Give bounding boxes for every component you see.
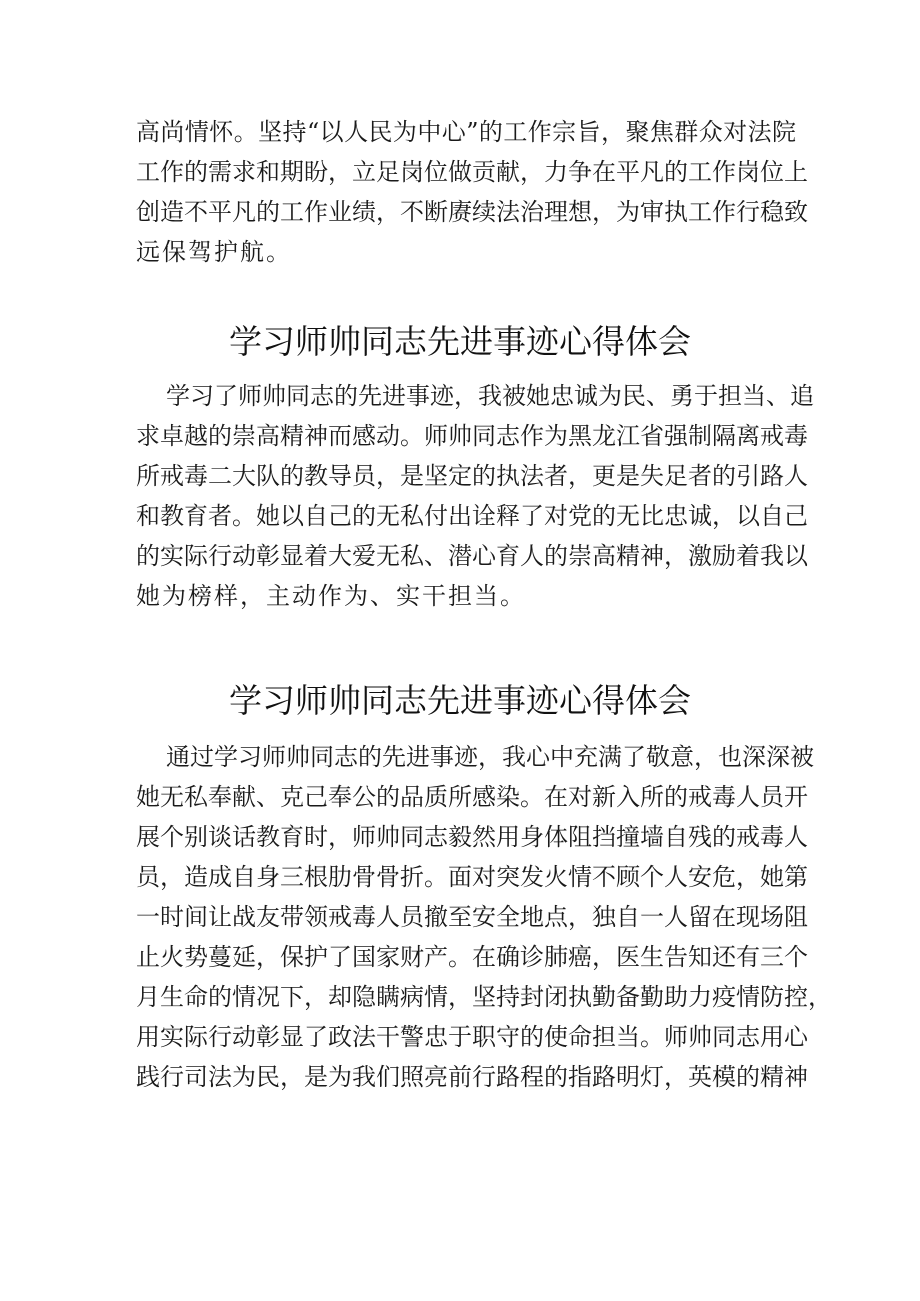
paragraph-line: 她无私奉献、克己奉公的品质所感染。在对新入所的戒毒人员开	[136, 783, 808, 811]
paragraph-line: 远保驾护航。	[136, 238, 292, 266]
paragraph-line: 求卓越的崇高精神而感动。师帅同志作为黑龙江省强制隔离戒毒	[136, 422, 808, 450]
paragraph-line: 用实际行动彰显了政法干警忠于职守的使命担当。师帅同志用心	[136, 1023, 808, 1051]
paragraph-line: 她为榜样，主动作为、实干担当。	[136, 582, 526, 610]
paragraph-line: 学习了师帅同志的先进事迹，我被她忠诚为民、勇于担当、追	[166, 382, 814, 410]
section-title: 学习师帅同志先进事迹心得体会	[229, 322, 691, 361]
paragraph-line: 和教育者。她以自己的无私付出诠释了对党的无比忠诚，以自己	[136, 502, 808, 530]
paragraph-line: 员，造成自身三根肋骨骨折。面对突发火情不顾个人安危，她第	[136, 863, 808, 891]
paragraph-line: 创造不平凡的工作业绩，不断赓续法治理想，为审执工作行稳致	[136, 198, 808, 226]
paragraph-line: 止火势蔓延，保护了国家财产。在确诊肺癌，医生告知还有三个	[136, 943, 808, 971]
paragraph-line: 工作的需求和期盼，立足岗位做贡献，力争在平凡的工作岗位上	[136, 158, 808, 186]
paragraph-line: 月生命的情况下，却隐瞒病情，坚持封闭执勤备勤助力疫情防控，	[136, 983, 832, 1011]
paragraph-line: 通过学习师帅同志的先进事迹，我心中充满了敬意，也深深被	[166, 743, 814, 771]
paragraph-line: 一时间让战友带领戒毒人员撤至安全地点，独自一人留在现场阻	[136, 903, 808, 931]
paragraph-line: 的实际行动彰显着大爱无私、潜心育人的崇高精神，激励着我以	[136, 542, 808, 570]
paragraph-line: 展个别谈话教育时，师帅同志毅然用身体阻挡撞墙自残的戒毒人	[136, 823, 808, 851]
paragraph-line: 所戒毒二大队的教导员，是坚定的执法者，更是失足者的引路人	[136, 462, 808, 490]
paragraph-line: 践行司法为民，是为我们照亮前行路程的指路明灯，英模的精神	[136, 1063, 808, 1091]
section-title: 学习师帅同志先进事迹心得体会	[229, 681, 691, 720]
paragraph-line: 高尚情怀。坚持“以人民为中心”的工作宗旨，聚焦群众对法院	[136, 118, 796, 146]
